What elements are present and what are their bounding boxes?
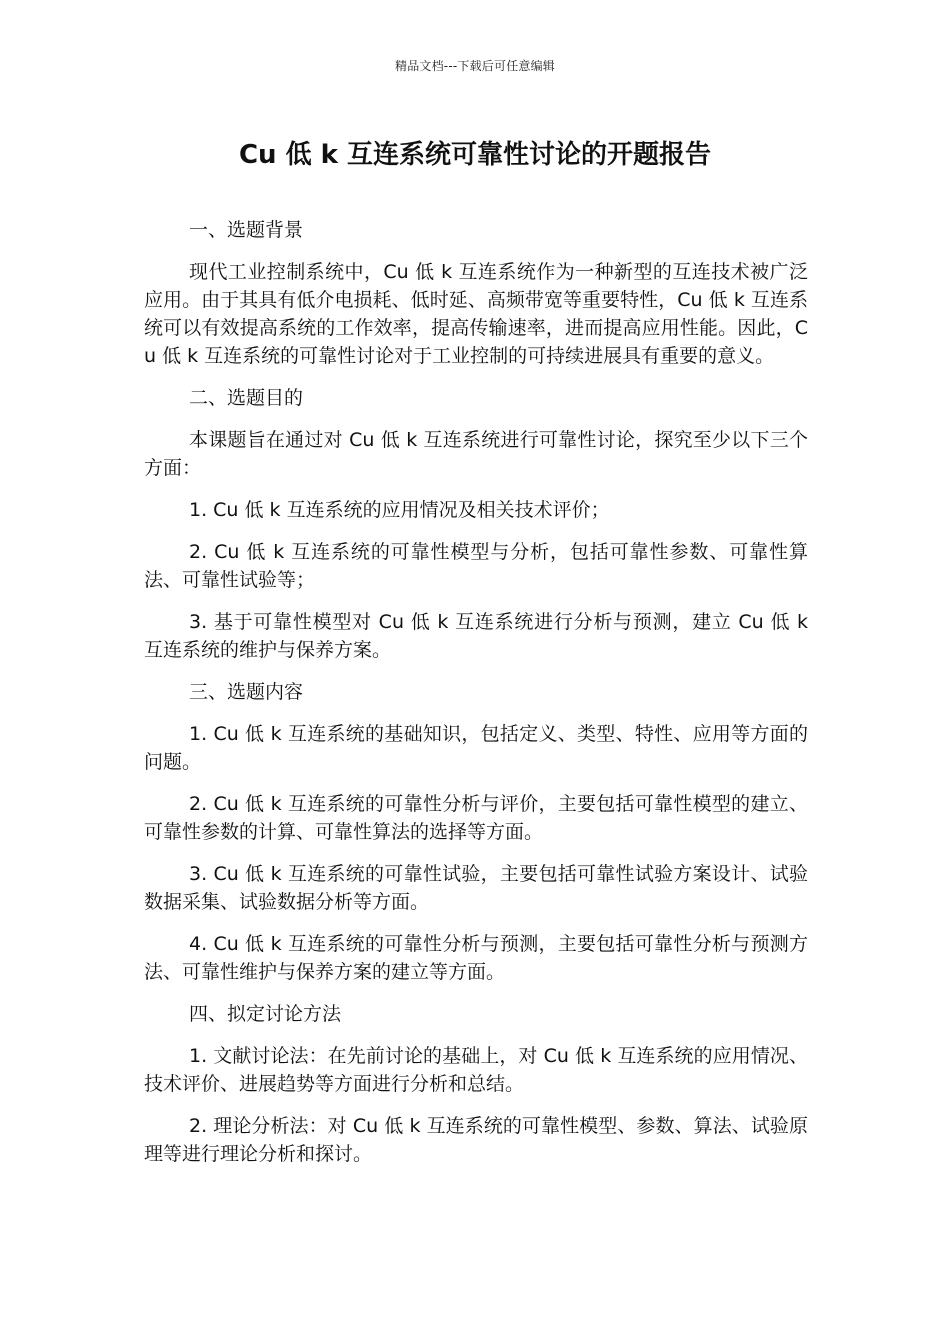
list-item-content-3: 3. Cu 低 k 互连系统的可靠性试验，主要包括可靠性试验方案设计、试验数据采集、试验数据分析等方面。 — [144, 863, 808, 913]
section-heading-methods: 四、拟定讨论方法 — [189, 1003, 342, 1025]
list-item-content-2: 2. Cu 低 k 互连系统的可靠性分析与评价，主要包括可靠性模型的建立、可靠性参数的计算、可靠性算法的选择等方面。 — [144, 793, 808, 843]
list-item-content-1: 1. Cu 低 k 互连系统的基础知识，包括定义、类型、特性、应用等方面的问题。 — [144, 723, 808, 773]
section-heading-background: 一、选题背景 — [189, 219, 304, 241]
list-item-purpose-2: 2. Cu 低 k 互连系统的可靠性模型与分析，包括可靠性参数、可靠性算法、可靠性试验等； — [144, 541, 808, 591]
paragraph-purpose-intro: 本课题旨在通过对 Cu 低 k 互连系统进行可靠性讨论，探究至少以下三个方面： — [144, 429, 808, 479]
list-item-purpose-1: 1. Cu 低 k 互连系统的应用情况及相关技术评价； — [189, 499, 610, 521]
paragraph-background: 现代工业控制系统中，Cu 低 k 互连系统作为一种新型的互连技术被广泛应用。由于其具有低介电损耗、低时延、高频带宽等重要特性，Cu 低 k 互连系统可以有效提高系统的工作效率，提高传输速率，进而提高应用性能。因此，Cu 低 k 互连系统的可靠性讨论对于工业控制的可持续进展具有重要的意义。 — [144, 261, 808, 367]
list-item-method-2: 2. 理论分析法：对 Cu 低 k 互连系统的可靠性模型、参数、算法、试验原理等进行理论分析和探讨。 — [144, 1115, 808, 1165]
list-item-method-1: 1. 文献讨论法：在先前讨论的基础上，对 Cu 低 k 互连系统的应用情况、技术评价、进展趋势等方面进行分析和总结。 — [144, 1045, 808, 1095]
list-item-purpose-3: 3. 基于可靠性模型对 Cu 低 k 互连系统进行分析与预测，建立 Cu 低 k 互连系统的维护与保养方案。 — [144, 611, 808, 661]
document-title: Cu 低 k 互连系统可靠性讨论的开题报告 — [238, 140, 712, 170]
document-body — [144, 216, 808, 1182]
section-heading-purpose: 二、选题目的 — [189, 387, 304, 409]
section-heading-content: 三、选题内容 — [189, 681, 304, 703]
header-note: 精品文档---下载后可任意编辑 — [395, 59, 555, 73]
list-item-content-4: 4. Cu 低 k 互连系统的可靠性分析与预测，主要包括可靠性分析与预测方法、可靠性维护与保养方案的建立等方面。 — [144, 933, 808, 983]
